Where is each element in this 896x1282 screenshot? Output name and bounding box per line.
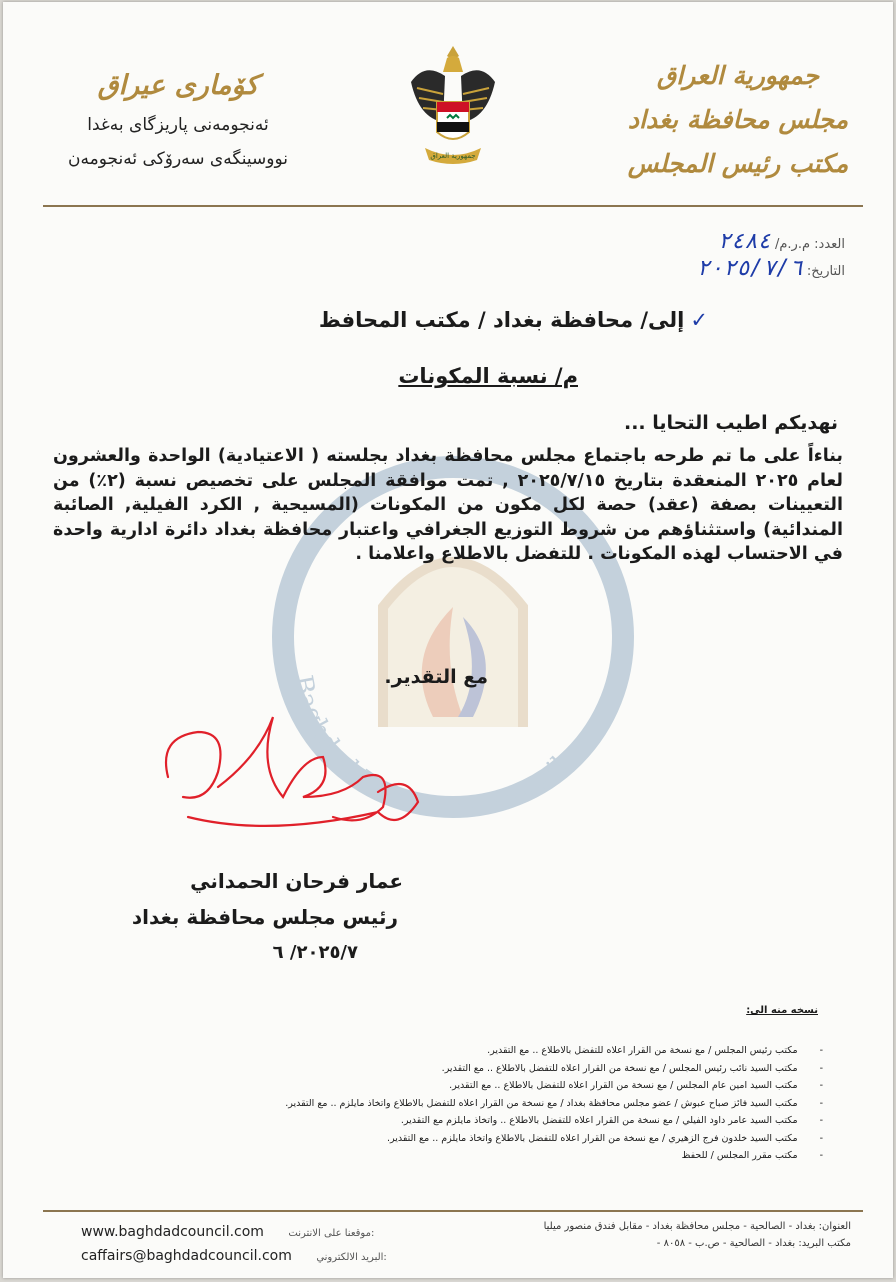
copies-item: - مكتب السيد فائز صباح عبوش / عضو مجلس محافظة بغداد / مع نسخة من القرار اعلاه للتفضل بالاطلاع واتخاذ مايلزم .. مع التقدير. (285, 1095, 823, 1113)
email-label: البريد الالكتروني: (316, 1252, 387, 1263)
footer-contacts (81, 1221, 387, 1269)
reference-block (697, 230, 845, 284)
iraq-emblem-icon (407, 44, 499, 172)
copies-label: نسخه منه الى: (746, 1005, 818, 1016)
reference-date (697, 257, 845, 284)
copies-list (285, 1042, 823, 1165)
signatory-title: رئيس مجلس محافظة بغداد (131, 905, 398, 929)
copies-item: - مكتب السيد خلدون فرج الزهيري / مع نسخة من القرار اعلاه للتفضل بالاطلاع واتخاذ مايلزم .. مع التقدير. (285, 1130, 823, 1148)
reference-number (697, 230, 845, 257)
header-arabic-line3: مكتب رئيس المجلس (627, 149, 849, 178)
footer-divider (43, 1210, 863, 1212)
letter-greeting: نهديكم اطيب التحايا ... (623, 412, 838, 434)
header-kurdish-line3: نووسینگەی سەرۆکی ئەنجومەن (68, 149, 288, 169)
header-kurdish (48, 64, 308, 176)
footer-address (544, 1218, 851, 1252)
copies-item: - مكتب مقرر المجلس / للحفظ (285, 1147, 823, 1165)
watermark-text: Baghdad Provincial council (287, 672, 574, 825)
copies-item: - مكتب رئيس المجلس / مع نسخة من القرار اعلاه للتفضل بالاطلاع .. مع التقدير. (285, 1042, 823, 1060)
signatory-date: ٢٠٢٥/٧/ ٦ (272, 942, 358, 963)
reference-number-label: العدد: م.ر.م/ (775, 237, 845, 252)
header-kurdish-line2: ئەنجومەنی پاریزگای بەغدا (87, 115, 269, 135)
letter-subject: م/ نسبة المكونات (398, 364, 578, 388)
email-link[interactable]: caffairs@baghdadcouncil.com (81, 1248, 292, 1264)
header-kurdish-line1: کۆماری عیراق (97, 70, 259, 101)
copies-item: - مكتب السيد نائب رئيس المجلس / مع نسخة من القرار اعلاه للتفضل بالاطلاع .. مع التقدير. (285, 1060, 823, 1078)
website-label: موقعنا على الانترنت: (288, 1228, 375, 1239)
header-arabic-line1: جمهورية العراق (656, 61, 820, 90)
letter-body: بناءاً على ما تم طرحه باجتماع مجلس محافظة بغداد بجلسته ( الاعتيادية) الواحدة والعشرون لعام ٢٠٢٥ المنعقدة بتاريخ ٢٠٢٥/٧/١٥ , تمت موافقة المجلس على تخصيص نسبة (٢٪) من التعيينات بصفة (عقد) حصة لكل مكون من المكونات (المسيحية , الكرد الفيلية, الصائبة المندائية) واستثناؤهم من شروط التوزيع الجغرافي واعتبار محافظة بغداد دائرة ادارية واحدة في الاحتساب لهذه المكونات . للتفضل بالاطلاع واعلامنا . (53, 446, 843, 564)
header-divider (43, 205, 863, 207)
letter-page (3, 2, 893, 1278)
footer-address-line2: مكتب البريد: بغداد - الصالحية - ص.ب - ٨٠٥٨ - (656, 1238, 851, 1249)
signatory-name: عمار فرحان الحمداني (190, 869, 403, 893)
handwritten-signature (148, 707, 448, 847)
svg-text:جمهورية العراق: جمهورية العراق (430, 152, 476, 160)
website-link[interactable]: www.baghdadcouncil.com (81, 1224, 264, 1240)
copies-item: - مكتب السيد عامر داود الفيلي / مع نسخة من القرار اعلاه للتفضل بالاطلاع .. واتخاذ مايلزم مع التقدير. (285, 1112, 823, 1130)
check-mark-icon: ✓ (690, 308, 708, 332)
footer-address-line1: العنوان: بغداد - الصالحية - مجلس محافظة بغداد - مقابل فندق منصور ميليا (543, 1221, 851, 1232)
header-arabic-line2: مجلس محافظة بغداد (627, 105, 849, 134)
reference-date-label: التاريخ: (806, 264, 845, 279)
letter-regards: مع التقدير. (384, 666, 488, 688)
copies-item: - مكتب السيد امين عام المجلس / مع نسخة من القرار اعلاه للتفضل بالاطلاع .. مع التقدير. (285, 1077, 823, 1095)
header-arabic (623, 54, 853, 186)
reference-number-value: ٢٤٨٤ (717, 229, 771, 254)
letter-recipient: ✓إلى/ محافظة بغداد / مكتب المحافظ (318, 308, 708, 332)
reference-date-value: ٢٠٢٥/٧/٦ (696, 256, 803, 281)
